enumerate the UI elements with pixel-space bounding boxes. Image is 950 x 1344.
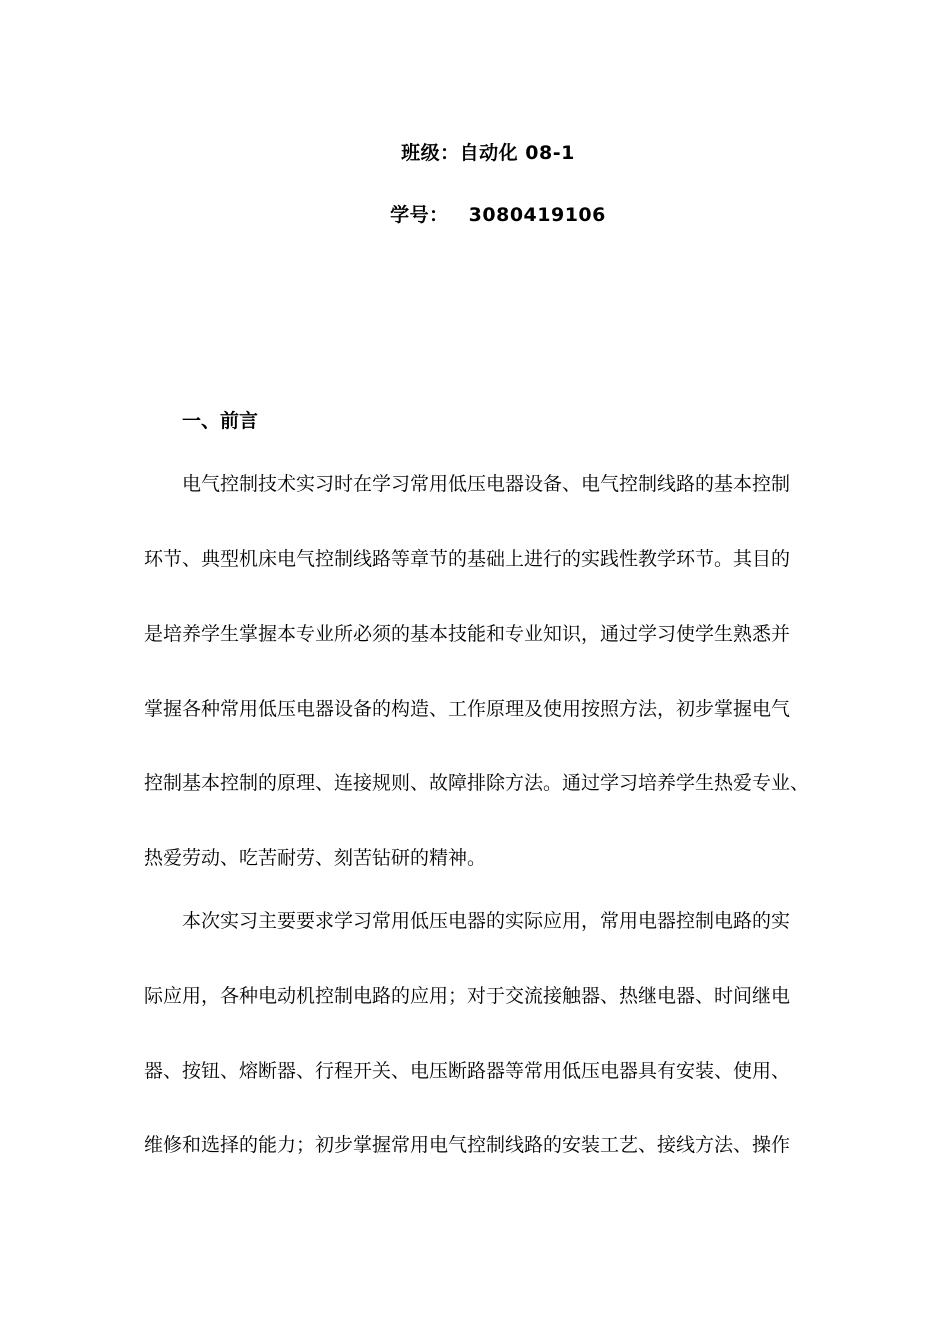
paragraph-line: 本次实习主要要求学习常用低压电器的实际应用，常用电器控制电路的实: [182, 910, 791, 932]
paragraph-line: 热爱劳动、吃苦耐劳、刻苦钻研的精神。: [144, 847, 487, 869]
student-id-line: [0, 200, 950, 227]
paragraph-line: 际应用，各种电动机控制电路的应用；对于交流接触器、热继电器、时间继电: [144, 985, 791, 1007]
paragraph-line: 控制基本控制的原理、连接规则、故障排除方法。通过学习培养学生热爱专业、: [144, 772, 810, 794]
class-line: [0, 138, 950, 165]
paragraph-line: 是培养学生掌握本专业所必须的基本技能和专业知识，通过学习使学生熟悉并: [144, 623, 791, 645]
paragraph-line: 环节、典型机床电气控制线路等章节的基础上进行的实践性教学环节。其目的: [144, 548, 791, 570]
class-value: 自动化 08-1: [459, 142, 575, 164]
paragraph-line: 维修和选择的能力；初步掌握常用电气控制线路的安装工艺、接线方法、操作: [144, 1134, 791, 1156]
class-label: 班级：: [401, 142, 460, 164]
paragraph-line: 电气控制技术实习时在学习常用低压电器设备、电气控制线路的基本控制: [182, 473, 791, 495]
student-id-label: 学号：: [390, 204, 449, 226]
paragraph-line: 掌握各种常用低压电器设备的构造、工作原理及使用按照方法，初步掌握电气: [144, 698, 791, 720]
paragraph-line: 器、按钮、熔断器、行程开关、电压断路器等常用低压电器具有安装、使用、: [144, 1060, 791, 1082]
student-id-value: 3080419106: [468, 204, 606, 226]
section-heading: 一、前言: [182, 410, 259, 432]
